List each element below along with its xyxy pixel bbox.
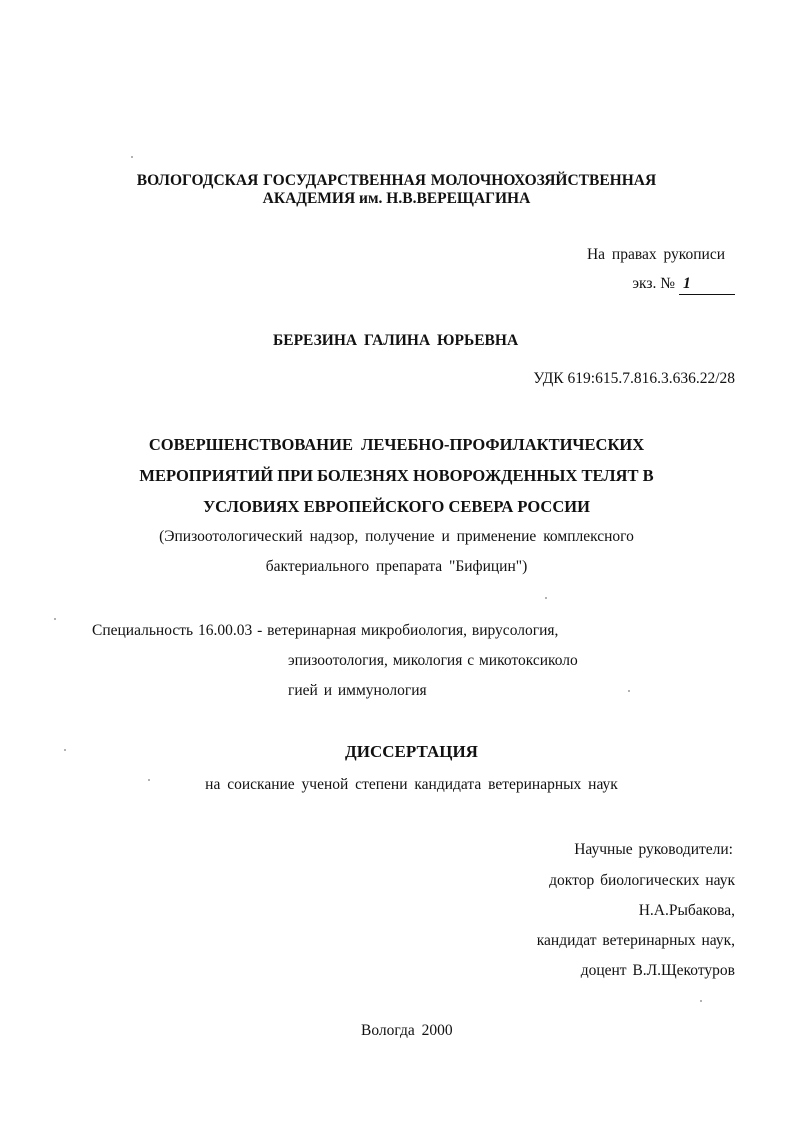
degree-line: на соискание ученой степени кандидата ветеринарных наук	[205, 776, 618, 793]
scan-speck	[545, 597, 547, 599]
title-line-1: СОВЕРШЕНСТВОВАНИЕ ЛЕЧЕБНО-ПРОФИЛАКТИЧЕСКИХ	[148, 435, 645, 454]
title-line-3: УСЛОВИЯХ ЕВРОПЕЙСКОГО СЕВЕРА РОССИИ	[203, 497, 590, 516]
scan-speck	[64, 749, 66, 751]
subtitle-line-1: (Эпизоотологический надзор, получение и применение комплексного	[159, 528, 634, 545]
specialty-line-3: гией и иммунология	[288, 682, 427, 699]
scan-speck	[148, 779, 150, 781]
scan-speck	[131, 156, 133, 158]
author-name: БЕРЕЗИНА ГАЛИНА ЮРЬЕВНА	[273, 332, 519, 349]
udc-code: УДК 619:615.7.816.3.636.22/28	[533, 370, 735, 387]
subtitle-line-2: бактериального препарата "Бифицин")	[265, 558, 528, 575]
supervisor-line-4: доцент В.Л.Щекотуров	[580, 962, 735, 979]
scan-speck	[700, 1000, 702, 1002]
specialty-line-2: эпизоотология, микология с микотоксиколо	[288, 652, 578, 669]
supervisor-line-2: Н.А.Рыбакова,	[638, 902, 735, 919]
title-line-2: МЕРОПРИЯТИЙ ПРИ БОЛЕЗНЯХ НОВОРОЖДЕННЫХ ТЕЛЯТ В	[139, 466, 654, 485]
supervisor-line-1: доктор биологических наук	[549, 872, 735, 889]
copy-number-row	[632, 274, 735, 295]
manuscript-rights-label: На правах рукописи	[586, 246, 725, 263]
scan-speck	[628, 690, 630, 692]
dissertation-heading: ДИССЕРТАЦИЯ	[345, 742, 478, 761]
institution-line-2: АКАДЕМИЯ им. Н.В.ВЕРЕЩАГИНА	[262, 190, 531, 207]
copy-number-label: экз. №	[632, 275, 675, 292]
supervisor-line-3: кандидат ветеринарных наук,	[536, 932, 735, 949]
scan-speck	[54, 618, 56, 620]
place-year: Вологда 2000	[361, 1022, 453, 1039]
supervisors-heading: Научные руководители:	[574, 841, 733, 858]
institution-line-1: ВОЛОГОДСКАЯ ГОСУДАРСТВЕННАЯ МОЛОЧНОХОЗЯЙСТВЕННАЯ	[136, 172, 657, 189]
specialty-line-1: Специальность 16.00.03 - ветеринарная микробиология, вирусология,	[92, 622, 559, 639]
copy-number-value: 1	[679, 274, 735, 295]
